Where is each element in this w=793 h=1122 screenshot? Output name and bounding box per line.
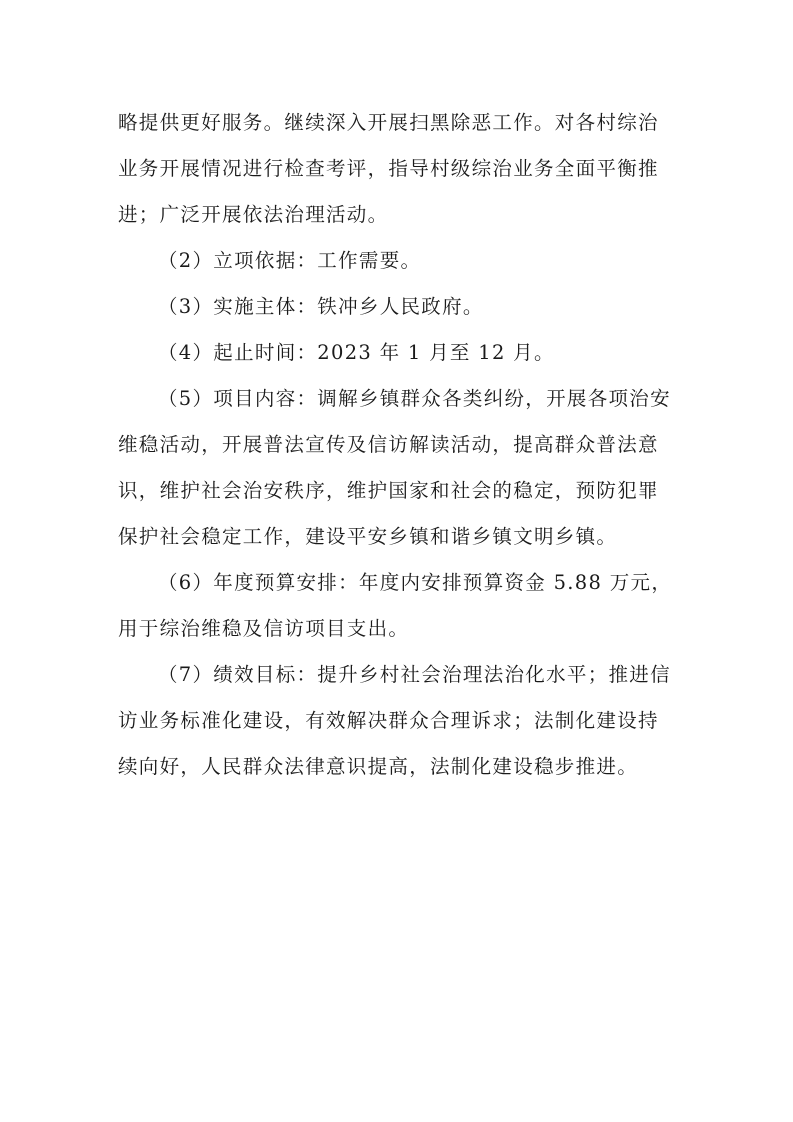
text-line: 维稳活动，开展普法宣传及信访解读活动，提高群众普法意	[118, 433, 659, 456]
text-line: （6）年度预算安排：年度内安排预算资金 5.88 万元，	[158, 571, 673, 594]
text-line: （2）立项依据：工作需要。	[158, 249, 422, 272]
text-line: （4）起止时间：2023 年 1 月至 12 月。	[158, 341, 555, 364]
text-line: 用于综治维稳及信访项目支出。	[118, 617, 410, 640]
text-line: 业务开展情况进行检查考评，指导村级综治业务全面平衡推	[118, 157, 659, 180]
text-line: （7）绩效目标：提升乡村社会治理法治化水平；推进信	[158, 663, 671, 686]
text-line: （5）项目内容：调解乡镇群众各类纠纷，开展各项治安	[158, 387, 671, 410]
text-line: （3）实施主体：铁冲乡人民政府。	[158, 295, 484, 318]
body-text	[118, 100, 686, 790]
text-line: 续向好，人民群众法律意识提高，法制化建设稳步推进。	[118, 755, 639, 778]
text-line: 访业务标准化建设，有效解决群众合理诉求；法制化建设持	[118, 709, 659, 732]
text-line: 识，维护社会治安秩序，维护国家和社会的稳定，预防犯罪	[118, 479, 659, 502]
text-line: 保护社会稳定工作，建设平安乡镇和谐乡镇文明乡镇。	[118, 525, 618, 548]
text-line: 略提供更好服务。继续深入开展扫黑除恶工作。对各村综治	[118, 111, 659, 134]
text-line: 进；广泛开展依法治理活动。	[118, 203, 389, 226]
